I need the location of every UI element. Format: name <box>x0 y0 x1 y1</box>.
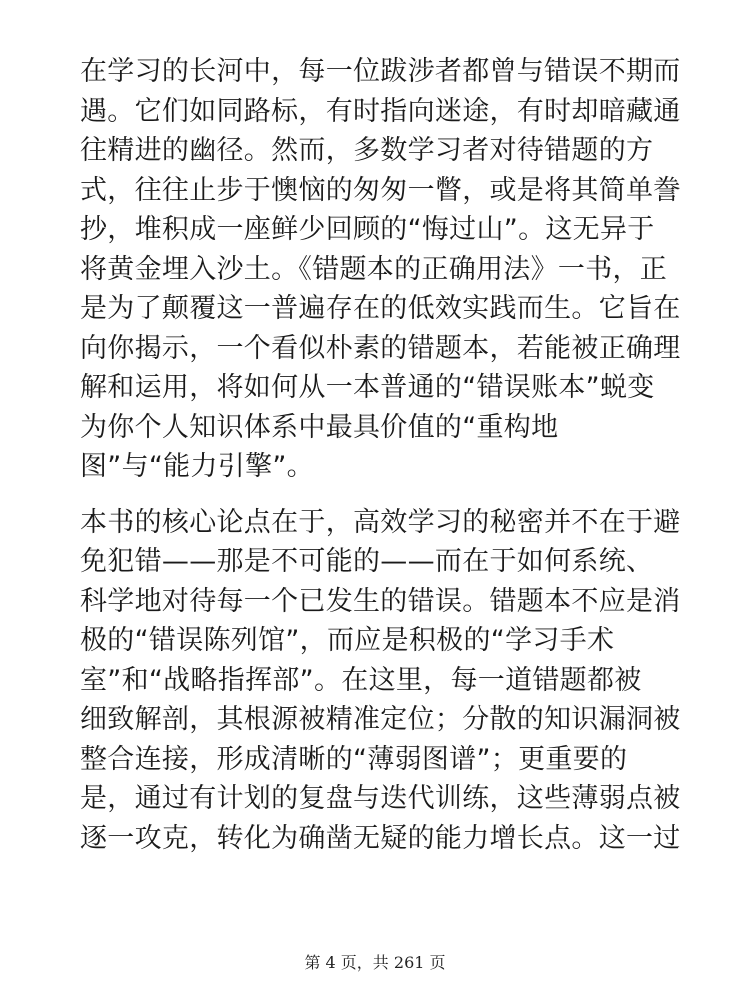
text-line: 整合连接，形成清晰的“薄弱图谱”；更重要的 <box>80 743 628 775</box>
page-number-footer: 第 4 页，共 261 页 <box>304 953 446 972</box>
text-line: 本书的核心论点在于，高效学习的秘密并不在于避 <box>80 506 681 538</box>
paragraph-2 <box>80 503 680 859</box>
text-line: 将黄金埋入沙土。《错题本的正确用法》一书，正 <box>80 253 668 285</box>
text-line: 图”与“能力引擎”。 <box>80 451 314 482</box>
text-line: 遇。它们如同路标，有时指向迷途，有时却暗藏通 <box>80 95 681 127</box>
text-line: 极的“错误陈列馆”，而应是积极的“学习手术 <box>80 625 615 656</box>
paragraph-1 <box>80 52 680 487</box>
text-line: 抄，堆积成一座鲜少回顾的“悔过山”。这无异于 <box>80 214 655 245</box>
text-line: 是为了颠覆这一普遍存在的低效实践而生。它旨在 <box>80 293 681 324</box>
text-line: 为你个人知识体系中最具价值的“重构地 <box>80 411 559 443</box>
text-line: 室”和“战略指挥部”。在这里，每一道错题都被 <box>80 664 642 696</box>
text-line: 免犯错——那是不可能的——而在于如何系统、 <box>80 546 654 577</box>
text-line: 往精进的幽径。然而，多数学习者对待错题的方 <box>80 135 654 166</box>
paragraph-spacer <box>80 487 680 503</box>
text-line: 科学地对待每一个已发生的错误。错题本不应是消 <box>80 585 681 617</box>
text-line: 细致解剖，其根源被精准定位；分散的知识漏洞被 <box>80 704 681 735</box>
text-line: 向你揭示，一个看似朴素的错题本，若能被正确理 <box>80 332 681 364</box>
text-line: 逐一攻克，转化为确凿无疑的能力增长点。这一过 <box>80 822 681 854</box>
body-text <box>80 52 680 858</box>
text-line: 是，通过有计划的复盘与迭代训练，这些薄弱点被 <box>80 783 681 814</box>
text-line: 式，往往止步于懊恼的匆匆一瞥，或是将其简单誊 <box>80 174 681 206</box>
text-line: 解和运用，将如何从一本普通的“错误账本”蜕变 <box>80 372 655 403</box>
text-line: 在学习的长河中，每一位跋涉者都曾与错误不期而 <box>80 56 681 87</box>
